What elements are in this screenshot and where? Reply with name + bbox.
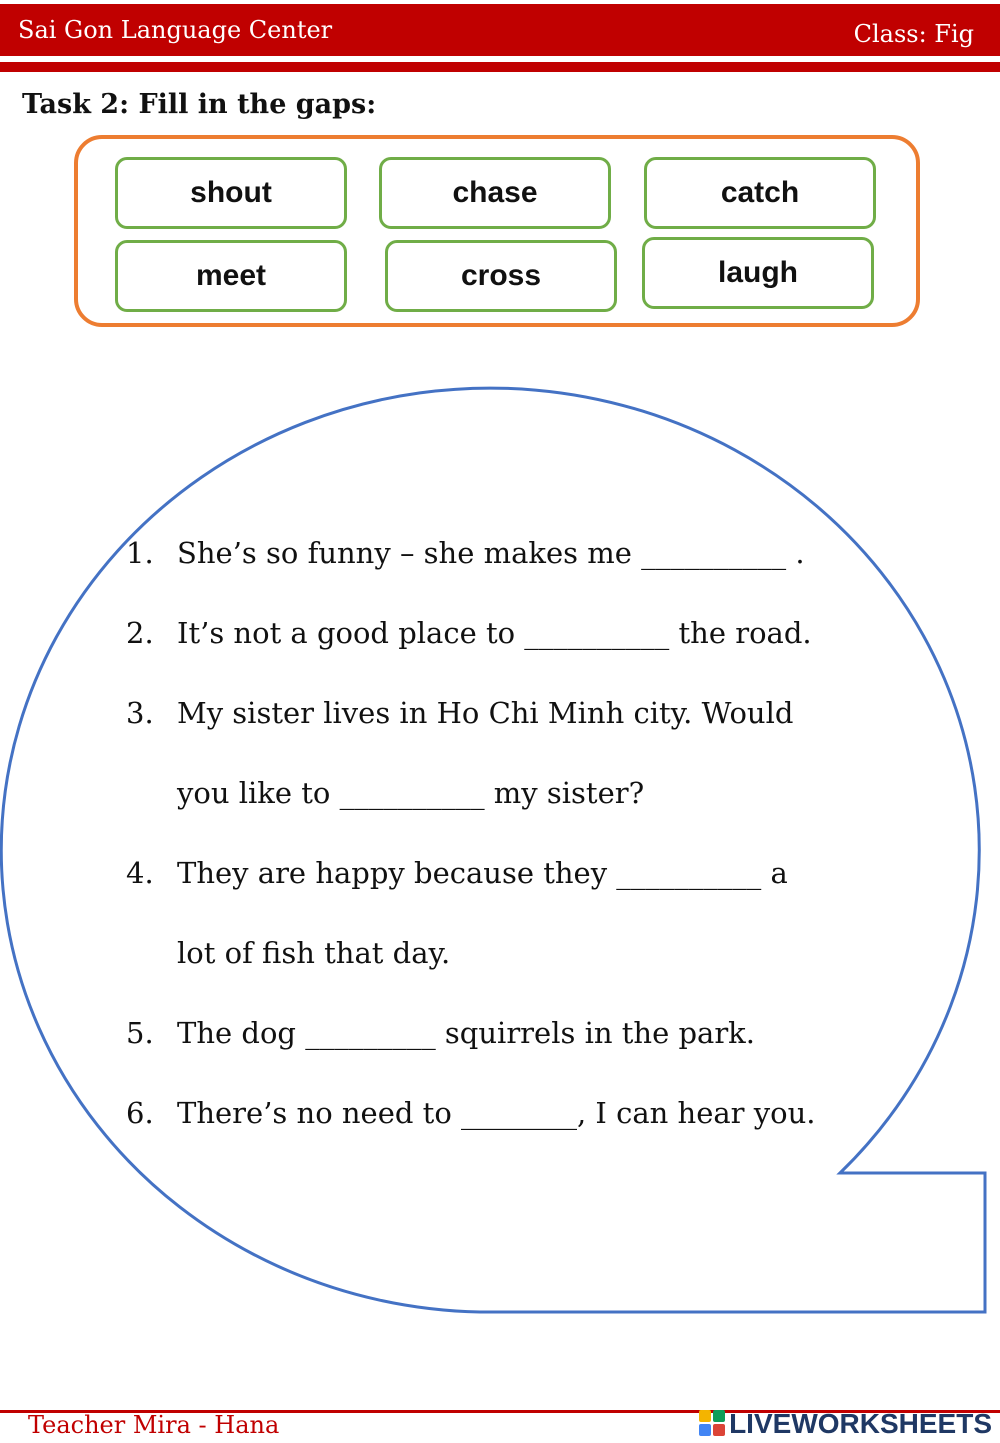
- question-text: There’s no need to ________, I can hear you.: [177, 1096, 816, 1130]
- question-number: 2.: [126, 616, 154, 650]
- question-text: lot of fish that day.: [177, 936, 451, 970]
- brand-text: LIVEWORKSHEETS: [729, 1408, 992, 1439]
- word-chip-chase[interactable]: chase: [379, 157, 611, 229]
- teacher-name: Teacher Mira - Hana: [28, 1411, 280, 1439]
- question-number: 5.: [126, 1016, 154, 1050]
- brand-logo[interactable]: [699, 1408, 992, 1440]
- school-name: Sai Gon Language Center: [18, 16, 333, 44]
- question-text: My sister lives in Ho Chi Minh city. Would: [177, 696, 794, 730]
- question-text: She’s so funny – she makes me __________ .: [177, 536, 805, 570]
- speech-bubble: [0, 340, 1000, 1330]
- question-number: 6.: [126, 1096, 154, 1130]
- task-title: Task 2: Fill in the gaps:: [22, 89, 377, 120]
- question-number: 4.: [126, 856, 154, 890]
- question-text: They are happy because they __________ a: [177, 856, 788, 890]
- liveworksheets-icon: [699, 1410, 727, 1438]
- question-number: 1.: [126, 536, 154, 570]
- word-chip-catch[interactable]: catch: [644, 157, 876, 229]
- word-chip-cross[interactable]: cross: [385, 240, 617, 312]
- word-chip-shout[interactable]: shout: [115, 157, 347, 229]
- question-number: 3.: [126, 696, 154, 730]
- word-chip-meet[interactable]: meet: [115, 240, 347, 312]
- question-text: you like to __________ my sister?: [177, 776, 645, 810]
- class-label: Class: Fig: [853, 20, 974, 48]
- header-divider-gap: [0, 58, 1000, 62]
- question-text: The dog _________ squirrels in the park.: [177, 1016, 755, 1050]
- word-chip-laugh[interactable]: laugh: [642, 237, 874, 309]
- question-text: It’s not a good place to __________ the road.: [177, 616, 812, 650]
